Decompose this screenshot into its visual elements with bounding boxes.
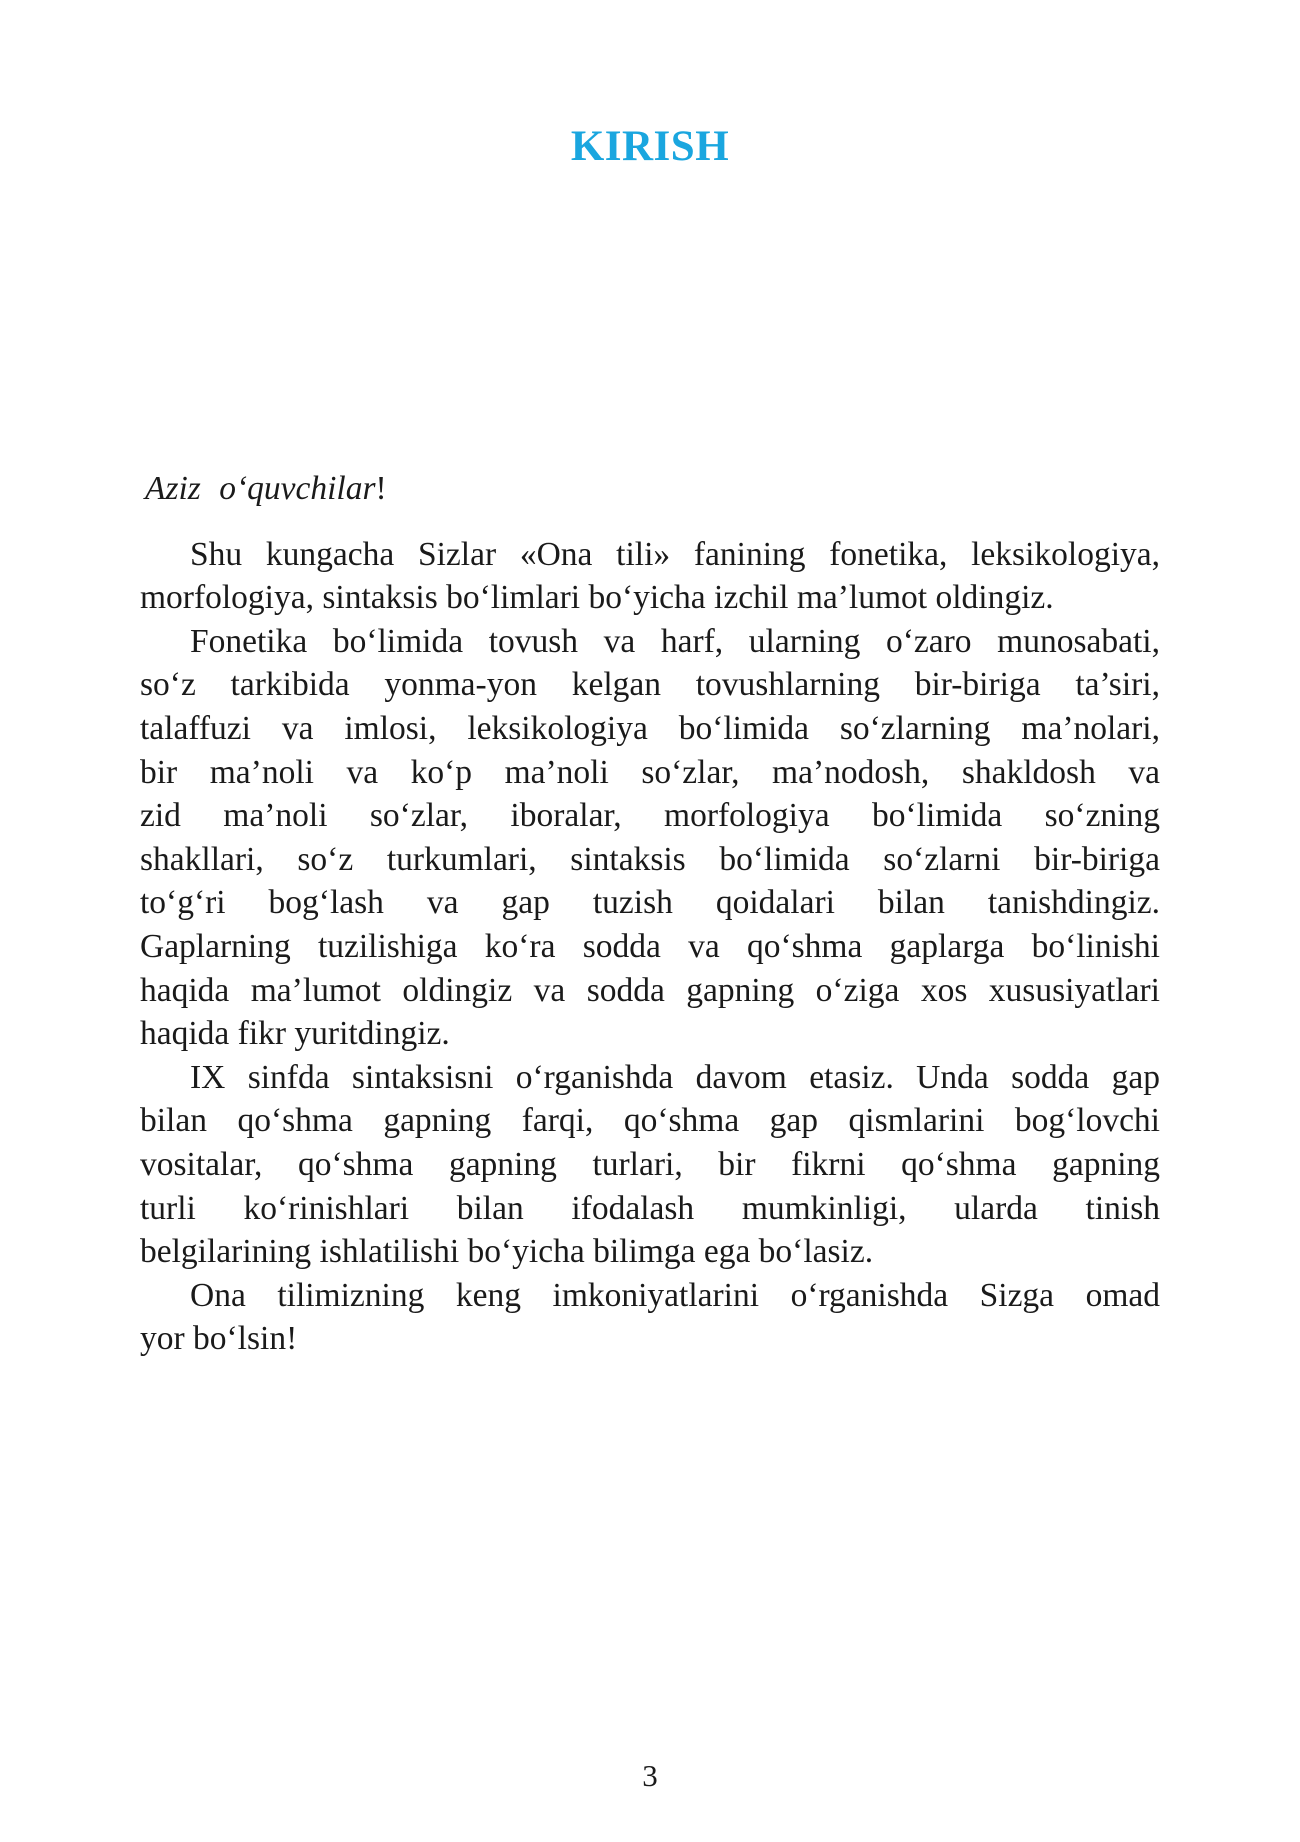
greeting-punctuation: !: [375, 470, 387, 507]
paragraph: [140, 620, 1160, 1056]
text-line: turli ko‘rinishlari bilan ifodalash mumkinligi, ularda tinish: [140, 1189, 1160, 1227]
text-line: shakllari, so‘z turkumlari, sintaksis bo‘limida so‘zlarni bir-biriga: [140, 840, 1160, 878]
paragraphs: [140, 533, 1160, 1361]
greeting-salutation: Aziz o‘quvchilar: [145, 470, 376, 507]
text-line: talaffuzi va imlosi, leksikologiya bo‘limida so‘zlarning ma’nolari,: [140, 709, 1160, 747]
paragraph: [140, 533, 1160, 620]
text-line: IX sinfda sintaksisni o‘rganishda davom etasiz. Unda sodda gap: [190, 1058, 1160, 1096]
text-line: Ona tilimizning keng imkoniyatlarini o‘rganishda Sizga omad: [190, 1276, 1160, 1314]
text-line: haqida ma’lumot oldingiz va sodda gapning o‘ziga xos xususiyatlari: [140, 971, 1160, 1009]
text-line: yor bo‘lsin!: [140, 1320, 298, 1358]
text-line: bir ma’noli va ko‘p ma’noli so‘zlar, ma’nodosh, shakldosh va: [140, 753, 1160, 791]
page-number: 3: [642, 1758, 658, 1793]
text-line: belgilarining ishlatilishi bo‘yicha bilimga ega bo‘lasiz.: [140, 1233, 874, 1271]
text-line: vositalar, qo‘shma gapning turlari, bir fikrni qo‘shma gapning: [140, 1145, 1160, 1183]
text-line: to‘g‘ri bog‘lash va gap tuzish qoidalari bilan tanishdingiz.: [140, 884, 1160, 922]
text-line: Fonetika bo‘limida tovush va harf, ularning o‘zaro munosabati,: [190, 622, 1160, 660]
text-line: bilan qo‘shma gapning farqi, qo‘shma gap qismlarini bog‘lovchi: [140, 1102, 1160, 1140]
text-line: haqida fikr yuritdingiz.: [140, 1015, 450, 1053]
body-text: [140, 467, 1160, 1361]
text-line: Shu kungacha Sizlar «Ona tili» fanining fonetika, leksikologiya,: [190, 535, 1160, 573]
paragraph: [140, 1274, 1160, 1361]
text-line: morfologiya, sintaksis bo‘limlari bo‘yicha izchil ma’lumot oldingiz.: [140, 579, 1054, 617]
page-title: KIRISH: [570, 123, 730, 170]
greeting: [140, 467, 1160, 511]
text-line: so‘z tarkibida yonma-yon kelgan tovushlarning bir-biriga ta’siri,: [140, 666, 1160, 704]
paragraph: [140, 1056, 1160, 1274]
text-line: Gaplarning tuzilishiga ko‘ra sodda va qo‘shma gaplarga bo‘linishi: [140, 927, 1160, 965]
text-line: zid ma’noli so‘zlar, iboralar, morfologiya bo‘limida so‘zning: [140, 797, 1160, 835]
